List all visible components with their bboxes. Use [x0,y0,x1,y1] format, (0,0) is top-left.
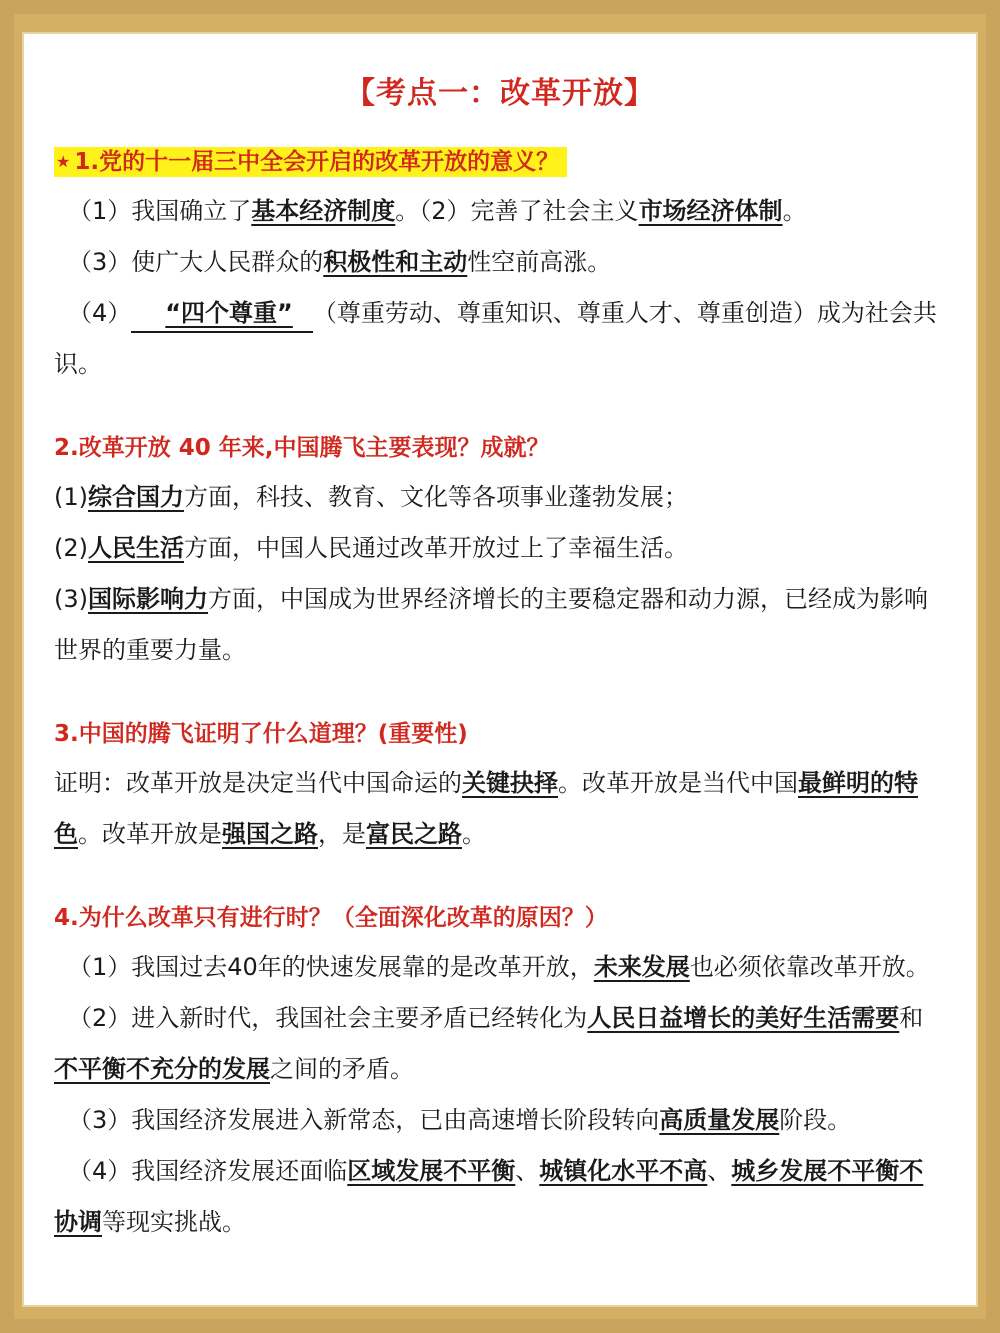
answer-2-line-3 [54,574,946,676]
text: 、 [707,1157,732,1185]
text: 方面，中国成为世界经济增长的主要稳定器和动力源，已经成为影响世界的重要力量。 [54,585,928,664]
question-1-text: 1.党的十一届三中全会开启的改革开放的意义？ [74,149,560,175]
answer-4-line-3 [54,1095,946,1146]
text: 、 [515,1157,540,1185]
key-term: “四个尊重” [131,295,313,333]
question-4: 4.为什么改革只有进行时？（全面深化改革的原因？） [54,905,608,931]
text: (3) [54,585,88,613]
key-term: 积极性和主动 [323,248,468,276]
text: （1）我国确立了 [68,197,252,225]
key-term: 区域发展不平衡 [347,1157,516,1185]
key-term: 国际影响力 [88,585,208,613]
text: （尊重劳动、尊重知识、尊重人才、尊重创造）成为社会共识。 [54,299,937,378]
key-term: 关键抉择 [462,769,558,797]
text: 。改革开放是 [78,820,222,848]
text: 也必须依靠改革开放。 [689,953,930,981]
key-term: 富民之路 [366,820,462,848]
text: 。 [782,197,807,225]
text: （4） [68,299,132,327]
key-term: 人民日益增长的美好生活需要 [587,1004,900,1032]
text: 。 [462,820,486,848]
text: （1）我国过去40年的快速发展靠的是改革开放， [68,953,594,981]
star-icon: ★ [56,152,71,171]
answer-2-line-1 [54,472,946,523]
key-term: 市场经济体制 [638,197,783,225]
key-term: 最鲜明的特色 [54,769,918,848]
text: （3）使广大人民群众的 [68,248,324,276]
text: 之间的矛盾。 [270,1055,414,1083]
answer-1-line-3 [54,288,946,390]
text: （3）我国经济发展进入新常态，已由高速增长阶段转向 [68,1106,660,1134]
answer-1-line-1 [54,186,946,237]
key-term: 强国之路 [222,820,318,848]
key-term: 未来发展 [593,953,690,981]
text: 。（2）完善了社会主义 [395,197,639,225]
text: (1) [54,483,88,511]
question-2: 2.改革开放 40 年来,中国腾飞主要表现？成就？ [54,435,550,461]
page-title: 【考点一：改革开放】 [345,76,655,111]
key-term: 综合国力 [88,483,184,511]
key-term: 不平衡不充分的发展 [54,1055,270,1083]
text: （4）我国经济发展还面临 [68,1157,348,1185]
text: 证明：改革开放是决定当代中国命运的 [54,769,462,797]
document-body [54,74,946,1248]
answer-2-line-2 [54,523,946,574]
key-term: 高质量发展 [659,1106,780,1134]
text: 。改革开放是当代中国 [558,769,798,797]
text: 方面，中国人民通过改革开放过上了幸福生活。 [184,534,688,562]
key-term: 城乡发展不平衡不协调 [54,1157,924,1236]
answer-4-line-1 [54,942,946,993]
question-1-highlight [54,147,567,177]
key-term: 基本经济制度 [251,197,396,225]
key-term: 人民生活 [88,534,184,562]
text: 等现实挑战。 [102,1208,246,1236]
question-3: 3.中国的腾飞证明了什么道理？(重要性) [54,721,468,747]
text: （2）进入新时代，我国社会主要矛盾已经转化为 [68,1004,588,1032]
document-page [22,32,978,1307]
text: 阶段。 [779,1106,852,1134]
answer-4-line-4 [54,1146,946,1248]
text: 方面，科技、教育、文化等各项事业蓬勃发展； [184,483,688,511]
question-1 [54,144,946,180]
answer-1-line-2 [54,237,946,288]
text: ，是 [318,820,366,848]
answer-4-line-2 [54,993,946,1095]
text: 性空前高涨。 [467,248,612,276]
answer-3 [54,758,946,860]
key-term: 城镇化水平不高 [539,1157,708,1185]
text: 和 [899,1004,924,1032]
text: (2) [54,534,88,562]
